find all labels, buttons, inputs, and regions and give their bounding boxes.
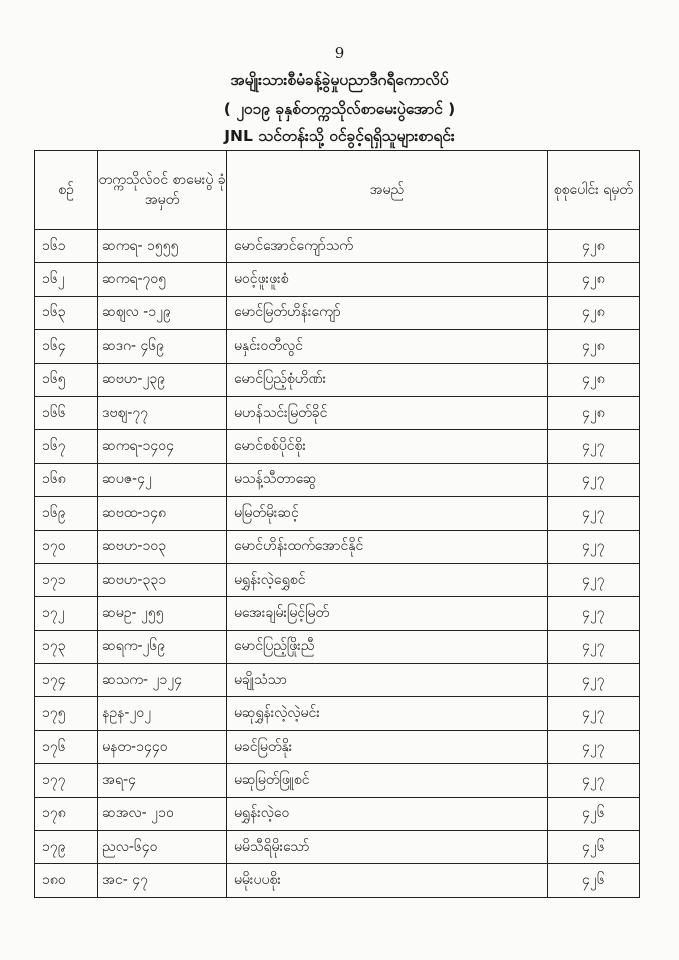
cell-name: မောင်ဟိန်းထက်အောင်နိုင် xyxy=(226,530,547,563)
table-row xyxy=(35,430,640,463)
cell-marks: ၄၂၇ xyxy=(547,630,639,663)
cell-marks: ၄၂၇ xyxy=(547,597,639,630)
cell-name: မချိုသံသာ xyxy=(226,664,547,697)
table-row xyxy=(35,363,640,396)
cell-marks: ၄၂၇ xyxy=(547,563,639,596)
cell-name: မဆုရွှန်းလဲ့လဲ့မင်း xyxy=(226,697,547,730)
cell-exam-roll: ဆဈလ -၁၂၉ xyxy=(98,296,227,329)
cell-no: ၁၇၈ xyxy=(35,797,98,830)
cell-exam-roll: ဒဗဈ-၇၇ xyxy=(98,396,227,429)
cell-exam-roll: အရ-၄ xyxy=(98,764,227,797)
cell-exam-roll: ဆကရ- ၁၅၅၅ xyxy=(98,230,227,263)
table-row xyxy=(35,330,640,363)
table-row xyxy=(35,296,640,329)
cell-exam-roll: ဆဗဟ-၂၃၉ xyxy=(98,363,227,396)
table-row xyxy=(35,697,640,730)
cell-exam-roll: အင- ၄၇ xyxy=(98,864,227,897)
cell-marks: ၄၂၈ xyxy=(547,396,639,429)
cell-no: ၁၆၇ xyxy=(35,430,98,463)
cell-no: ၁၆၉ xyxy=(35,497,98,530)
cell-no: ၁၇၁ xyxy=(35,563,98,596)
cell-exam-roll: ဆဒဂ- ၄၆၉ xyxy=(98,330,227,363)
table-row xyxy=(35,764,640,797)
cell-name: မောင်ပြည့်စုံဟိဏ်း xyxy=(226,363,547,396)
cell-marks: ၄၂၇ xyxy=(547,697,639,730)
table-row xyxy=(35,864,640,897)
cell-marks: ၄၂၆ xyxy=(547,831,639,864)
cell-no: ၁၆၁ xyxy=(35,230,98,263)
table-row xyxy=(35,630,640,663)
cell-name: မခင်မြတ်နိုး xyxy=(226,730,547,763)
header-no: စဉ် xyxy=(35,151,98,230)
table-row xyxy=(35,831,640,864)
table-row xyxy=(35,597,640,630)
cell-no: ၁၆၄ xyxy=(35,330,98,363)
title-exam-year: ( ၂၀၁၉ ခုနှစ်တက္ကသိုလ်စာမေးပွဲအောင် ) xyxy=(223,100,456,118)
cell-marks: ၄၂၆ xyxy=(547,797,639,830)
table-row xyxy=(35,396,640,429)
title-list: JNL သင်တန်းသို့ ဝင်ခွင့်ရရှိသူများစာရင်း xyxy=(224,127,455,145)
table-row xyxy=(35,463,640,496)
cell-no: ၁၇၆ xyxy=(35,730,98,763)
cell-name: မရွှန်းလဲ့ဝေ xyxy=(226,797,547,830)
cell-name: မောင်မြတ်ဟိန်းကျော် xyxy=(226,296,547,329)
table-header-row xyxy=(35,151,640,230)
table-row xyxy=(35,563,640,596)
table-row xyxy=(35,664,640,697)
cell-name: မဝင့်ဖူးဖူးစံ xyxy=(226,263,547,296)
cell-exam-roll: ဆပဇ-၄၂ xyxy=(98,463,227,496)
cell-name: မဟန်သင်းမြတ်ခိုင် xyxy=(226,396,547,429)
cell-no: ၁၇၄ xyxy=(35,664,98,697)
cell-no: ၁၇၀ xyxy=(35,530,98,563)
table-row xyxy=(35,263,640,296)
table-row xyxy=(35,530,640,563)
cell-exam-roll: ဆဗဟ-၃၃၁ xyxy=(98,563,227,596)
cell-name: မောင်ပြည့်ဖြိုးညီ xyxy=(226,630,547,663)
cell-marks: ၄၂၈ xyxy=(547,296,639,329)
cell-marks: ၄၂၇ xyxy=(547,664,639,697)
cell-exam-roll: ဆဗထ-၁၄၈ xyxy=(98,497,227,530)
cell-exam-roll: ဆကရ-၁၄၀၄ xyxy=(98,430,227,463)
header-marks: စုစုပေါင်း ရမှတ် xyxy=(547,151,639,230)
cell-exam-roll: ဆအလ- ၂၁၀ xyxy=(98,797,227,830)
results-table xyxy=(34,150,640,898)
page-number: 9 xyxy=(334,44,345,62)
cell-exam-roll: နဥန-၂၀၂ xyxy=(98,697,227,730)
cell-no: ၁၆၆ xyxy=(35,396,98,429)
cell-marks: ၄၂၆ xyxy=(547,864,639,897)
cell-exam-roll: ဆဗဟ-၁၀၃ xyxy=(98,530,227,563)
cell-exam-roll: ဆသက- ၂၁၂၄ xyxy=(98,664,227,697)
cell-no: ၁၇၃ xyxy=(35,630,98,663)
cell-exam-roll: ဆမဥ- ၂၅၅ xyxy=(98,597,227,630)
cell-marks: ၄၂၇ xyxy=(547,430,639,463)
cell-no: ၁၇၅ xyxy=(35,697,98,730)
cell-marks: ၄၂၇ xyxy=(547,530,639,563)
cell-exam-roll: ဆကရ-၇၀၅ xyxy=(98,263,227,296)
cell-name: မမိသီရိမိုးသော် xyxy=(226,831,547,864)
cell-no: ၁၆၃ xyxy=(35,296,98,329)
cell-no: ၁၇၇ xyxy=(35,764,98,797)
cell-no: ၁၆၂ xyxy=(35,263,98,296)
cell-exam-roll: ညလ-၆၄၀ xyxy=(98,831,227,864)
cell-name: မအေးချမ်းမြင့်မြတ် xyxy=(226,597,547,630)
cell-no: ၁၆၅ xyxy=(35,363,98,396)
cell-marks: ၄၂၈ xyxy=(547,230,639,263)
cell-name: မမိုးပပစိုး xyxy=(226,864,547,897)
table-row xyxy=(35,797,640,830)
cell-no: ၁၆၈ xyxy=(35,463,98,496)
table-row xyxy=(35,230,640,263)
header-name: အမည် xyxy=(226,151,547,230)
cell-no: ၁၈၀ xyxy=(35,864,98,897)
cell-name: မနှင်းဝတီလွင် xyxy=(226,330,547,363)
cell-marks: ၄၂၇ xyxy=(547,497,639,530)
table-row xyxy=(35,730,640,763)
cell-marks: ၄၂၇ xyxy=(547,463,639,496)
cell-name: မသန့်သီတာဆွေ xyxy=(226,463,547,496)
cell-marks: ၄၂၈ xyxy=(547,363,639,396)
cell-marks: ၄၂၇ xyxy=(547,730,639,763)
cell-name: မောင်အောင်ကျော်သက် xyxy=(226,230,547,263)
cell-no: ၁၇၉ xyxy=(35,831,98,864)
cell-name: မောင်စစ်ပိုင်စိုး xyxy=(226,430,547,463)
cell-no: ၁၇၂ xyxy=(35,597,98,630)
cell-name: မရွှန်းလဲ့ရွှေစင် xyxy=(226,563,547,596)
cell-name: မဆုမြတ်ဖြူစင် xyxy=(226,764,547,797)
header-exam-roll: တက္ကသိုလ်ဝင် စာမေးပွဲ ခုံအမှတ် xyxy=(98,151,227,230)
cell-name: မမြတ်မိုးဆင့် xyxy=(226,497,547,530)
cell-marks: ၄၂၈ xyxy=(547,330,639,363)
title-college: အမျိုးသားစီမံခန့်ခွဲမှုပညာဒီဂရီကောလိပ် xyxy=(230,71,449,89)
cell-marks: ၄၂၇ xyxy=(547,764,639,797)
table-row xyxy=(35,497,640,530)
cell-exam-roll: ဆရက-၂၆၉ xyxy=(98,630,227,663)
cell-marks: ၄၂၈ xyxy=(547,263,639,296)
cell-exam-roll: မနတ-၁၄၄၀ xyxy=(98,730,227,763)
